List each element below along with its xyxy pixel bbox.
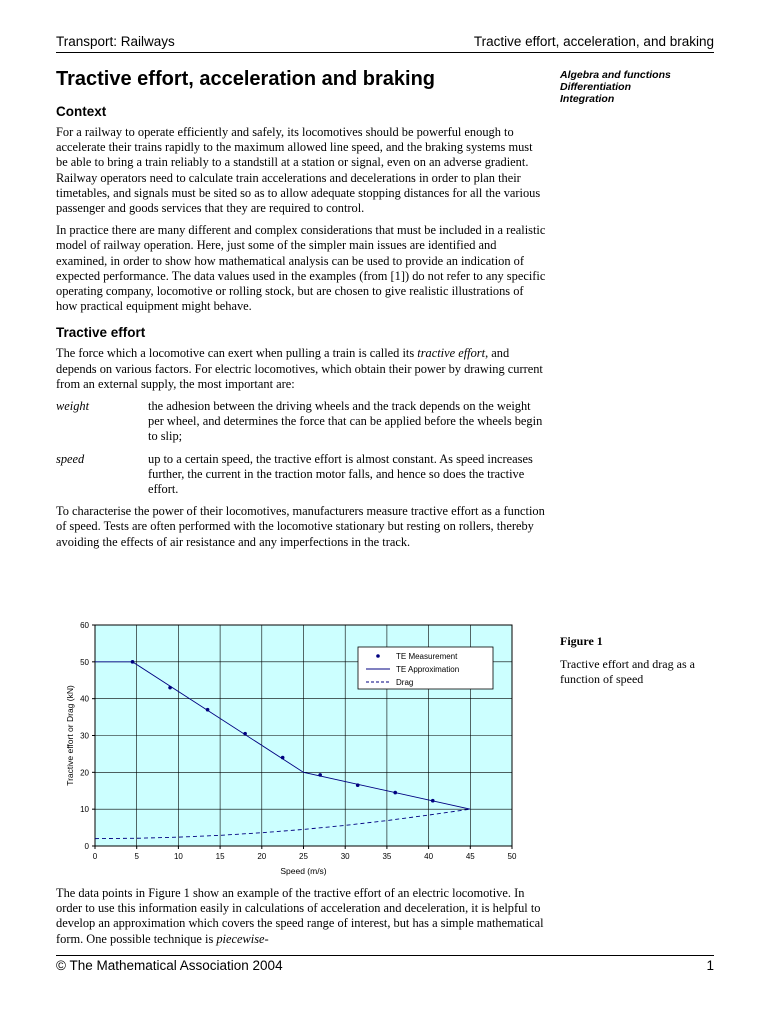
page-number: 1 xyxy=(706,958,714,973)
figure-caption: Tractive effort and drag as a function of speed xyxy=(560,657,695,686)
definition-term: speed xyxy=(56,451,85,466)
y-tick-label: 60 xyxy=(80,621,89,630)
header-rule xyxy=(56,52,714,53)
figure-number: Figure 1 xyxy=(560,634,603,648)
topic-item: Integration xyxy=(560,93,615,105)
x-tick-label: 0 xyxy=(92,852,98,861)
legend-entry: TE Measurement xyxy=(396,652,458,661)
x-tick-label: 35 xyxy=(382,852,392,861)
context-paragraph-2: In practice there are many different and complex considerations that must be included in a realistic model of railway operation. Here, just some of the simpler main issues are identified and examined, in order to show how mathematical analysis can be used to provide an indication of expected performance. The data values used in the examples (from [1]) do not refer to any specific operating company, locomotive or rolling stock, but are chosen to give realistic illustrations of how practical equipment might behave. xyxy=(56,223,546,314)
tractive-effort-heading: Tractive effort xyxy=(56,325,146,341)
x-tick-label: 25 xyxy=(299,852,308,861)
page-header xyxy=(56,34,714,52)
x-tick-label: 50 xyxy=(507,852,517,861)
te-p1-end: , and depends on various factors. For electric locomotives, which obtain their power by drawing current from an external supply, the most important are: xyxy=(56,346,543,391)
y-tick-label: 40 xyxy=(80,694,89,704)
footer-copyright: © The Mathematical Association 2004 xyxy=(56,958,283,973)
x-tick-label: 30 xyxy=(340,852,350,861)
x-tick-label: 45 xyxy=(465,852,475,861)
legend-entry: Drag xyxy=(396,678,414,687)
after-figure-term: piecewise- xyxy=(216,931,269,946)
footer-rule xyxy=(56,955,714,956)
x-tick-label: 20 xyxy=(257,852,267,861)
context-paragraph-1: For a railway to operate efficiently and safely, its locomotives should be powerful enough to accelerate their trains rapidly to the maximum allowed line speed, and the braking systems must be able to bring a train reliably to a standstill at a station or signal, even on an adverse gradient. Railway operators need to calculate train accelerations and decelerations in order to plan their timetables, and signals must be sited so as to allow adequate stopping distances for all the various passenger and goods services that they are required to control. xyxy=(56,125,541,216)
x-tick-label: 10 xyxy=(173,852,183,861)
after-figure-paragraph xyxy=(56,886,546,947)
topic-list xyxy=(560,69,671,105)
after-figure-text xyxy=(56,886,546,947)
definition-weight xyxy=(56,399,546,445)
legend-swatch-marker xyxy=(376,654,380,658)
context-heading: Context xyxy=(56,104,107,119)
x-axis-label: Speed (m/s) xyxy=(280,866,327,876)
header-left: Transport: Railways xyxy=(56,34,175,49)
topic-item: Algebra and functions xyxy=(560,69,671,81)
figure-caption-block xyxy=(560,634,710,687)
tractive-effort-paragraph-1 xyxy=(56,346,546,392)
definition-term: weight xyxy=(56,399,90,414)
te-p1-term: tractive effort xyxy=(417,346,486,361)
tractive-effort-paragraph-2: To characterise the power of their locomotives, manufacturers measure tractive effort as a function of speed. Tests are often performed with the locomotive stationary but resting on rollers, thereby avoiding the effects of air resistance and any imperfections in the track. xyxy=(56,504,545,549)
definition-description: up to a certain speed, the tractive effort is almost constant. As speed increases further, the current in the traction motor falls, and hence so does the tractive effort. xyxy=(148,451,533,497)
y-tick-label: 30 xyxy=(80,731,89,741)
x-tick-label: 40 xyxy=(424,852,434,861)
page-footer xyxy=(56,958,714,973)
topic-item: Differentiation xyxy=(560,81,631,93)
chart-svg xyxy=(60,614,530,884)
y-tick-label: 10 xyxy=(80,805,89,815)
definition-description: the adhesion between the driving wheels and the track depends on the weight per wheel, and determines the force that can be applied before the wheels begin to slip; xyxy=(148,399,543,444)
definition-speed xyxy=(56,452,546,498)
main-content xyxy=(56,103,546,557)
y-tick-label: 0 xyxy=(84,842,89,851)
x-tick-label: 15 xyxy=(215,852,225,861)
te-p1-start: The force which a locomotive can exert when pulling a train is called its xyxy=(56,346,418,361)
y-axis-label: Tractive effort or Drag (kN) xyxy=(65,685,75,786)
after-figure-start: The data points in Figure 1 show an example of the tractive effort of an electric locomotive. In order to use this information easily in calculations of acceleration and deceleration, it is helpful to develop an approximation which covers the speed range of interest, but has a simple mathematical form. One possible technique is xyxy=(56,886,544,946)
y-tick-label: 20 xyxy=(80,768,89,778)
y-tick-label: 50 xyxy=(80,657,89,667)
x-tick-label: 5 xyxy=(134,852,139,861)
figure-1-chart xyxy=(60,614,530,884)
page-title: Tractive effort, acceleration and braking xyxy=(56,68,436,90)
legend-entry: TE Approximation xyxy=(396,665,460,674)
header-right: Tractive effort, acceleration, and braking xyxy=(473,34,714,49)
